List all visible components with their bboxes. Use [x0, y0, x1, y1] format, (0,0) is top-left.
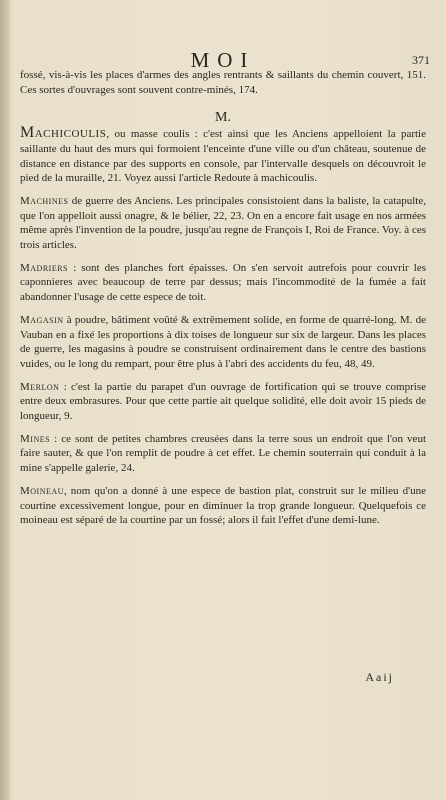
entry-text: à poudre, bâtiment voûté & extrêmement solide, en forme de quarré-long. M. de Vauban en a fixé les proportions à dix toises de longueur sur six de largeur. Dans les places de guerre, les magasins à poudre se construisent ordinairement dans le centre des bastions vuides, ou le long du rempart, pour être plus à l'abri des accidents du feu, 48, 49. [20, 313, 426, 370]
entry-text: , ou masse coulis : c'est ainsi que les Anciens appelloient la partie saillante du haut des murs qui formoient l'enceinte d'une ville ou d'un château, soutenue de distance en distance par des supports en console, par l'intervalle desquels on découvroit le pied de la muraille, 21. Voyez aussi l'article Redoute à machicoulis. [20, 128, 426, 185]
section-letter: M. [215, 110, 231, 126]
signature-mark: Aaij [365, 670, 394, 684]
entry-headword: Merlon [20, 380, 60, 393]
running-head: MOI [190, 48, 256, 72]
entry-text: : sont des planches fort épaisses. On s'en servoit autrefois pour couvrir les caponnieres avec beaucoup de terre par dessus; mais l'incommodité de la fumée a fait abandonner l'usage de cette espece de toit. [20, 261, 426, 304]
continuation-paragraph: fossé, vis-à-vis les places d'armes des angles rentrants & saillants du chemin couvert, 151. Ces sortes d'ouvrages sont souvent contre-minés, 174. [20, 69, 426, 96]
entry-text: , nom qu'on a donné à une espece de bastion plat, construit sur le milieu d'une courtine excessivement longue, pour en diminuer la trop grande longueur. Quelquefois ce moineau est séparé de la courtine par un fossé; alors il fait l'effet d'une demi-lune. [20, 484, 426, 527]
entry-merlon [20, 380, 426, 424]
entry-madriers [20, 261, 426, 305]
page-gutter-shadow [0, 0, 10, 800]
entry-moineau [20, 484, 426, 528]
entry-headword: Magasin [20, 313, 64, 326]
entry-machines [20, 194, 426, 253]
entry-text: : ce sont de petites chambres creusées dans la terre sous un endroit que l'on veut faire sauter, & que l'on remplit de poudre à cet effet. Le chemin souterrain qui conduit à la mine s'appelle galerie, 24. [20, 432, 426, 475]
entry-headword: Madriers [20, 261, 69, 274]
entry-headword: Mines [20, 432, 51, 445]
page-number: 371 [412, 53, 430, 67]
entry-machicoulis [20, 126, 426, 186]
entry-text: de guerre des Anciens. Les principales consistoient dans la baliste, la catapulte, que l'on appelloit aussi onagre, & le bélier, 22, 23. On en a encore fait usage en nos armées même après l'invention de la poudre, jusqu'au regne de François I, Roi de France. Voy. à ces trois articles. [20, 194, 426, 252]
entry-headword: Machines [20, 194, 69, 207]
entry-headword: Machicoulis [20, 124, 107, 142]
page-body [20, 68, 426, 536]
entry-headword: Moineau [20, 484, 64, 497]
entry-text: : c'est la partie du parapet d'un ouvrage de fortification qui se trouve comprise entre deux embrasures. Pour que cette partie ait quelque solidité, elle doit avoir 15 pieds de longueur, 9. [20, 380, 426, 423]
entry-mines [20, 432, 426, 476]
entry-magasin [20, 313, 426, 372]
